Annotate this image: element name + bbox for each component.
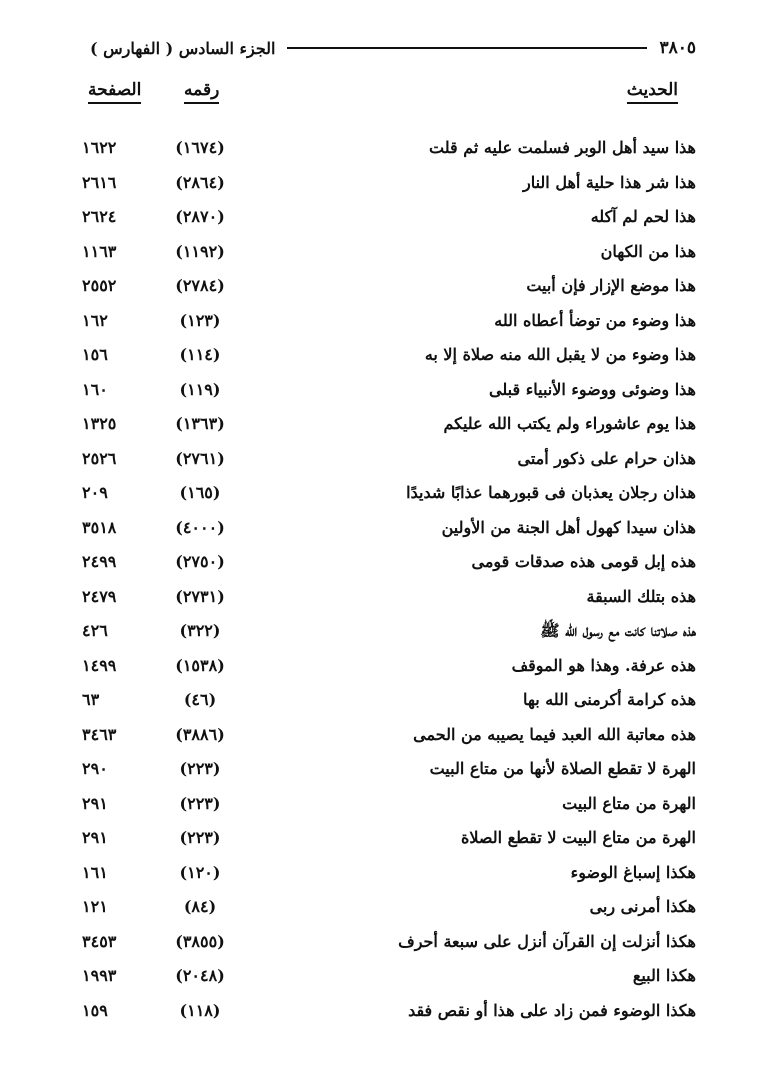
index-row xyxy=(0,585,758,620)
hadith-text: هذا لحم لم آكله xyxy=(590,207,696,226)
hadith-number: (٣٨٨٦) xyxy=(175,724,225,744)
page-reference: ٢٦٢٤ xyxy=(82,207,117,226)
hadith-text: هكذا أنزلت إن القرآن أنزل على سبعة أحرف xyxy=(398,931,696,951)
hadith-text: الهرة من متاع البيت xyxy=(562,793,696,813)
running-header xyxy=(90,36,696,60)
hadith-text: الهرة من متاع البيت لا تقطع الصلاة xyxy=(460,828,696,847)
page-reference: ٢٥٥٢ xyxy=(82,276,117,295)
index-row xyxy=(0,550,758,585)
index-row xyxy=(0,240,758,275)
hadith-text: هذا موضع الإزار فإن أبيت xyxy=(526,276,696,295)
header-rule xyxy=(287,47,647,49)
hadith-number: (١١٤) xyxy=(179,345,221,364)
page-reference: ١٦٢ xyxy=(82,310,108,330)
page-reference: ١٩٩٣ xyxy=(82,966,117,985)
page-reference: ٣٥١٨ xyxy=(82,517,117,537)
hadith-number: (١٢٠) xyxy=(179,862,221,882)
hadith-text: هذا يوم عاشوراء ولم يكتب الله عليكم xyxy=(443,414,696,433)
page-reference: ١٦٢٢ xyxy=(82,138,117,157)
index-row xyxy=(0,447,758,482)
page-reference: ٢٤٧٩ xyxy=(82,586,117,606)
hadith-text: هذا وضوء من توضأ أعطاه الله xyxy=(494,310,696,330)
index-row xyxy=(0,826,758,861)
hadith-number: (٢٨٧٠) xyxy=(175,207,225,226)
hadith-number: (٢٢٣) xyxy=(179,793,221,813)
index-row xyxy=(0,274,758,309)
page-reference: ٢٤٩٩ xyxy=(82,552,117,571)
page-reference: ١٢١ xyxy=(82,897,108,916)
hadith-number: (٢٠٤٨) xyxy=(175,966,225,985)
hadith-number: (١٣٦٣) xyxy=(175,414,225,433)
page-reference: ٣٤٦٣ xyxy=(82,724,117,744)
index-row xyxy=(0,964,758,999)
index-row xyxy=(0,999,758,1034)
column-header-hadith: الحديث xyxy=(627,80,678,100)
page-reference: ١٦٠ xyxy=(82,379,108,399)
hadith-number: (٢٧٣١) xyxy=(175,586,225,606)
hadith-text: هذه صلاتنا كانت مع رسول الله ﷺ xyxy=(540,621,696,640)
hadith-number: (١٦٧٤) xyxy=(175,138,225,157)
hadith-text: هذه كرامة أكرمنى الله بها xyxy=(522,690,696,709)
index-row xyxy=(0,516,758,551)
index-row xyxy=(0,792,758,827)
index-row xyxy=(0,205,758,240)
index-row xyxy=(0,378,758,413)
hadith-text: الهرة لا تقطع الصلاة لأنها من متاع البيت xyxy=(429,759,696,778)
index-row xyxy=(0,688,758,723)
page-reference: ٦٣ xyxy=(82,690,100,709)
hadith-number: (٤٠٠٠) xyxy=(175,517,225,537)
index-row xyxy=(0,930,758,965)
index-row xyxy=(0,861,758,896)
hadith-text: هكذا إسباغ الوضوء xyxy=(570,862,696,882)
index-row xyxy=(0,481,758,516)
page-reference: ١٤٩٩ xyxy=(82,655,117,675)
page-reference: ٢٥٢٦ xyxy=(82,448,117,468)
hadith-number: (٢٢٣) xyxy=(179,759,221,778)
page-reference: ٢٩١ xyxy=(82,793,108,813)
index-row xyxy=(0,723,758,758)
index-row xyxy=(0,136,758,171)
hadith-number: (١١٨) xyxy=(179,1000,221,1020)
hadith-number: (١١٩) xyxy=(179,379,221,399)
hadith-number: (٢٢٣) xyxy=(179,828,221,847)
page-reference: ٢٠٩ xyxy=(82,483,108,502)
hadith-number: (١٦٥) xyxy=(179,483,221,502)
hadith-text: هذه معاتبة الله العبد فيما يصيبه من الحمى xyxy=(413,724,696,744)
hadith-text: هذان رجلان يعذبان فى قبورهما عذابًا شديدًا xyxy=(406,483,696,502)
hadith-text: هذا وضوء من لا يقبل الله منه صلاة إلا به xyxy=(424,345,696,364)
hadith-text: هذا شر هذا حلية أهل النار xyxy=(523,172,696,192)
hadith-text: هكذا أمرنى ربى xyxy=(589,897,696,916)
hadith-text: هذان حرام على ذكور أمتى xyxy=(517,448,696,468)
page-reference: ٤٢٦ xyxy=(82,621,108,640)
index-row xyxy=(0,309,758,344)
index-row xyxy=(0,171,758,206)
column-header-number: رقمه xyxy=(184,80,219,100)
index-row xyxy=(0,654,758,689)
hadith-text: هذه بتلك السبقة xyxy=(586,586,696,606)
hadith-number: (٨٤) xyxy=(183,897,217,916)
hadith-text: هذه عرفة. وهذا هو الموقف xyxy=(511,655,696,675)
index-list xyxy=(0,136,758,1033)
page-reference: ١٥٩ xyxy=(82,1000,108,1020)
hadith-number: (١٥٣٨) xyxy=(175,655,225,675)
hadith-text: هذه إبل قومى هذه صدقات قومى xyxy=(471,552,696,571)
page-reference: ١٦١ xyxy=(82,862,108,882)
page-reference: ١١٦٣ xyxy=(82,241,117,261)
page-number: ٣٨٠٥ xyxy=(659,38,696,58)
page-reference: ٣٤٥٣ xyxy=(82,931,117,951)
hadith-text: هذا من الكهان xyxy=(600,241,696,261)
index-row xyxy=(0,757,758,792)
hadith-text: هذان سيدا كهول أهل الجنة من الأولين xyxy=(441,517,696,537)
hadith-text: هذا سيد أهل الوبر فسلمت عليه ثم قلت xyxy=(429,138,696,157)
index-row xyxy=(0,343,758,378)
hadith-number: (٣٢٢) xyxy=(179,621,221,640)
page-reference: ١٣٢٥ xyxy=(82,414,117,433)
page-reference: ٢٩٠ xyxy=(82,759,108,778)
column-header-page: الصفحة xyxy=(88,80,141,100)
hadith-number: (٢٧٦١) xyxy=(175,448,225,468)
hadith-text: هذا وضوئى ووضوء الأنبياء قبلى xyxy=(489,379,696,399)
index-row xyxy=(0,412,758,447)
hadith-text: هكذا البيع xyxy=(632,966,696,985)
hadith-text: هكذا الوضوء فمن زاد على هذا أو نقص فقد xyxy=(408,1000,696,1020)
page-reference: ٢٩١ xyxy=(82,828,108,847)
hadith-number: (٢٧٨٤) xyxy=(175,276,225,295)
page-reference: ٢٦١٦ xyxy=(82,172,117,192)
hadith-number: (١١٩٢) xyxy=(175,241,225,261)
hadith-number: (٢٧٥٠) xyxy=(175,552,225,571)
running-title: الجزء السادس ( الفهارس ) xyxy=(90,38,276,58)
index-row xyxy=(0,895,758,930)
hadith-number: (١٢٣) xyxy=(179,310,221,330)
hadith-number: (٤٦) xyxy=(183,690,217,709)
index-row xyxy=(0,619,758,654)
hadith-number: (٢٨٦٤) xyxy=(175,172,225,192)
hadith-number: (٣٨٥٥) xyxy=(175,931,225,951)
page-reference: ١٥٦ xyxy=(82,345,108,364)
